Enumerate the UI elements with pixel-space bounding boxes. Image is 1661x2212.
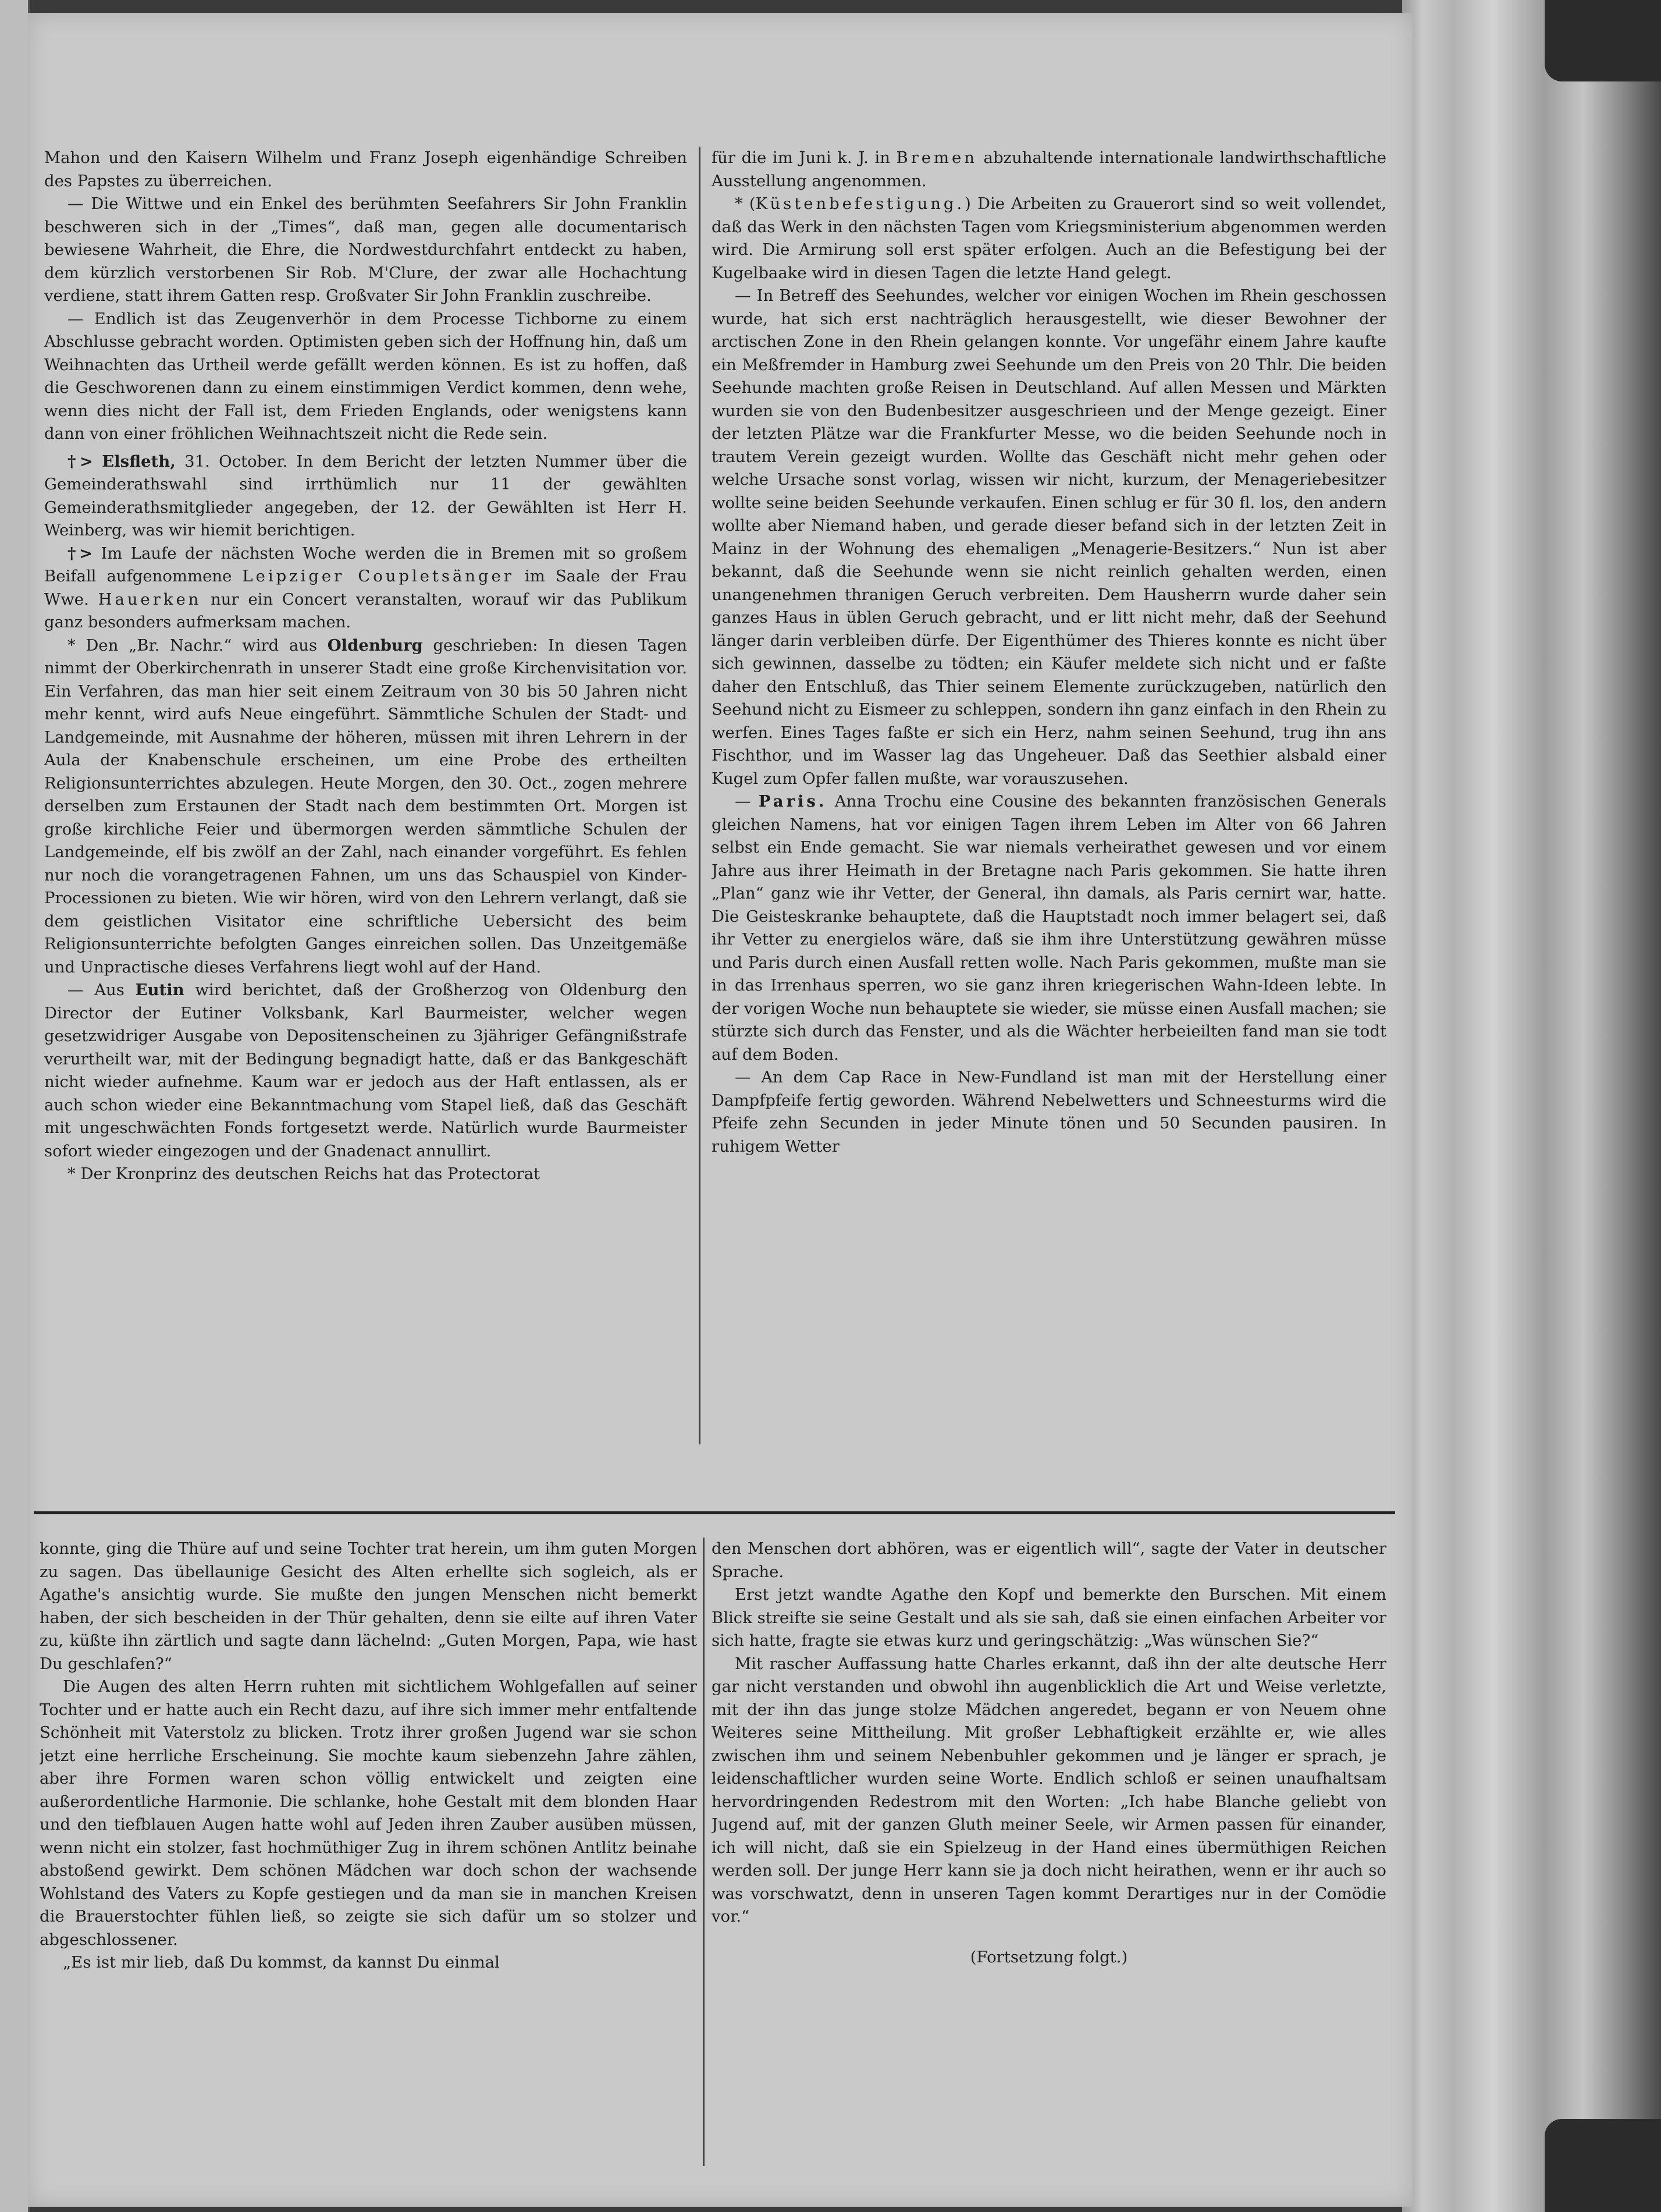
news-text: nur ein Concert veranstalten, worauf wir das Publikum ganz besonders aufmerksam machen.	[44, 590, 687, 631]
news-text: geschrieben: In diesen Tagen nimmt der Oberkirchenrath in unserer Stadt eine große Kirchenvisitation vor. Ein Verfahren, das man hier seit einem Zeitraum von 30 bis 50 Jahren nicht mehr kennt, wird aufs Neue eingeführt. Sämmtliche Schulen der Stadt- und Landgemeinde, mit Ausnahme der höheren, müssen mit ihren Lehrern in der Aula der Knabenschule erscheinen, um eine Probe des ertheilten Religionsunterrichtes abzulegen. Heute Morgen, den 30. Oct., zogen mehrere derselben zum Erstaunen der Stadt nach dem bestimmten Ort. Morgen ist große kirchliche Feier und übermorgen werden sämmtliche Schulen der Landgemeinde, elf bis zwölf an der Zahl, nach einander vorgeführt. Es fehlen nur noch die vorangetragenen Fahnen, um uns das Schauspiel von Kinder-Processionen zu bieten. Wie wir hören, wird von den Lehrern verlangt, daß sie dem geistlichen Visitator eine schriftliche Uebersicht des beim Religionsunterrichte befolgten Ganges einreichen sollen. Das Unzeitgemäße und Unpractische dieses Verfahrens liegt wohl auf der Hand.	[44, 635, 687, 977]
place-name: Elsfleth,	[102, 452, 176, 471]
news-paragraph: — An dem Cap Race in New-Fundland ist man mit der Herstellung einer Dampfpfeife fertig geworden. Während Nebelwetters und Schneesturms wird die Pfeife zehn Secunden in jeder Minute tönen und 50 Secunden pausiren. In ruhigem Wetter	[712, 1068, 1386, 1156]
binding-corner-top	[1545, 0, 1661, 81]
spaced-text: Küstenbefestigung.	[755, 194, 965, 213]
news-item-paris	[712, 790, 1386, 1066]
story-paragraph: „Es ist mir lieb, daß Du kommst, da kannst Du einmal	[63, 1953, 500, 1972]
story-paragraph: Mit rascher Auffassung hatte Charles erkannt, daß ihn der alte deutsche Herr gar nicht verstanden und obwohl ihn augenblicklich die Art und Weise verletzte, mit der ihn das junge stolze Mädchen angeredet, begann er von Neuem ohne Weiteres seine Mittheilung. Mit großer Lebhaftigkeit erzählte er, wie alles zwischen ihm und seinem Nebenbuhler gekommen und je länger er sprach, je leidenschaftlicher wurden seine Worte. Endlich schloß er seinen unaufhaltsam hervordringenden Redestrom mit den Worten: „Ich habe Blanche geliebt von Jugend auf, mit der ganzen Gluth meiner Seele, wir Armen passen für einander, ich will nicht, daß sie ein Spielzeug in der Hand eines übermüthigen Reichen werden soll. Der junge Herr kann sie ja doch nicht heirathen, wenn er ihr auch so was vorschwatzt, denn in unseren Tagen kommt Derartiges nur in der Comödie vor.“	[712, 1654, 1386, 1926]
story-paragraph: Erst jetzt wandte Agathe den Kopf und bemerkte den Burschen. Mit einem Blick streifte sie seine Gestalt und als sie sah, daß sie einen einfachen Arbeiter vor sich hatte, fragte sie etwas kurz und geringschätzig: „Was wünschen Sie?“	[712, 1585, 1386, 1650]
news-text: * (	[735, 194, 756, 213]
news-paragraph: Mahon und den Kaisern Wilhelm und Franz Joseph eigenhändige Schreiben des Papstes zu überreichen.	[44, 148, 687, 190]
newspaper-page	[28, 13, 1413, 2207]
news-text: wird berichtet, daß der Großherzog von Oldenburg den Director der Eutiner Volksbank, Karl Baurmeister, welcher wegen gesetzwidriger Ausgabe von Depositenscheinen zu 3jähriger Gefängnißstrafe verurtheilt war, mit der Bedingung begnadigt hatte, daß er das Bankgeschäft nicht wieder aufnehme. Kaum war er jedoch aus der Haft entlassen, als er auch schon wieder eine Bekanntmachung vom Stapel ließ, daß das Geschäft mit ungeschwächten Fonds fortgesetzt werde. Natürlich wurde Baurmeister sofort wieder eingezogen und der Gnadenact annullirt.	[44, 981, 687, 1160]
news-text: Anna Trochu eine Cousine des bekannten französischen Generals gleichen Namens, hat vor einigen Tagen ihrem Leben im Alter von 66 Jahren selbst ein Ende gemacht. Sie war niemals verheirathet gewesen und vor einem Jahre aus ihrer Heimath in der Bretagne nach Paris gekommen. Sie hatte ihren „Plan“ ganz wie ihr Vetter, der General, ihn damals, als Paris cernirt war, hatte. Die Geisteskranke behauptete, daß die Hauptstadt noch immer belagert sei, daß ihr Vetter zu energielos wäre, daß sie ihm ihre Unterstützung gewähren müsse und Paris durch einen Ausfall retten wolle. Nach Paris gekommen, mußte man sie in das Irrenhaus sperren, wo sie ganz ihren kriegerischen Wahn-Ideen lebte. In der vorigen Woche nun behauptete sie wieder, sie müsse einen Ausfall machen; sie stürzte sich durch das Fenster, und als die Wächter herbeieilten fand man sie todt auf dem Boden.	[712, 792, 1386, 1064]
news-text: — Aus	[67, 981, 136, 999]
news-item-bremen	[712, 147, 1386, 193]
news-text: * Den „Br. Nachr.“ wird aus	[67, 635, 328, 655]
story-paragraph: konnte, ging die Thüre auf und seine Tochter trat herein, um ihm guten Morgen zu sagen. Das übellaunige Gesicht des Alten erhellte sich sogleich, als er Agathe's ansichtig wurde. Sie mußte den jungen Menschen nicht bemerkt haben, der sich bescheiden in der Thür gehalten, denn sie eilte auf ihren Vater zu, küßte ihn zärtlich und sagte dann lächelnd: „Guten Morgen, Papa, wie hast Du geschlafen?“	[40, 1539, 697, 1673]
news-paragraph: — Endlich ist das Zeugenverhör in dem Processe Tichborne zu einem Abschlusse gebracht worden. Optimisten geben sich der Hoffnung hin, daß um Weihnachten das Urtheil werde gefällt werden können. Es ist zu hoffen, daß die Geschworenen dann zu einem einstimmigen Verdict kommen, denn wehe, wenn dies nicht der Fall ist, dem Frieden Englands, oder wenigstens kann dann von einer fröhlichen Weihnachtszeit nicht die Rede sein.	[44, 309, 687, 443]
news-column-left	[44, 147, 687, 1444]
feuilleton-divider	[34, 1511, 1395, 1514]
place-name: Eutin	[135, 981, 184, 999]
feuilleton-column-right	[712, 1538, 1386, 2166]
spaced-text: Bremen	[896, 148, 977, 167]
place-name: Paris.	[758, 792, 827, 811]
news-text: ) Die Arbeiten zu Grauerort sind so weit vollendet, daß das Werk in den nächsten Tagen vom Kriegsministerium abgenommen werden wird. Die Armirung soll erst später erfolgen. Auch an die Befestigung bei der Kugelbaake wird in diesen Tagen die letzte Hand gelegt.	[712, 194, 1386, 282]
news-column-right	[712, 147, 1386, 1444]
news-paragraph: — In Betreff des Seehundes, welcher vor einigen Wochen im Rhein geschossen wurde, hat sich erst nachträglich herausgestellt, wie dieser Bewohner der arctischen Zone in den Rhein gelangen konnte. Vor ungefähr einem Jahre kaufte ein Meßfremder in Hamburg zwei Seehunde um den Preis von 20 Thlr. Die beiden Seehunde machten große Reisen in Deutschland. Auf allen Messen und Märkten wurden sie von den Budenbesitzer ausgeschrieen und der Menge gezeigt. Einer der letzten Plätze war die Frankfurter Messe, wo die beiden Seehunde noch in trautem Verein gezeigt wurden. Wollte das Geschäft nicht mehr gehen oder welche Ursache sonst vorlag, wissen wir nicht, kurzum, der Menageriebesitzer wollte seine beiden Seehunde verkaufen. Einen schlug er für 30 fl. los, den andern wollte aber Niemand haben, und gerade dieser befand sich in der letzten Zeit in Mainz in der Wohnung des ehemaligen „Menagerie-Besitzers.“ Nun ist aber bekannt, daß die Seehunde wenn sie nicht reinlich gehalten werden, einen unangenehmen thranigen Geruch verbreiten. Dem Hausherrn wurde daher sein ganzes Haus in üblen Geruch gebracht, und er litt nicht mehr, daß der Seehund länger darin verbleiben dürfe. Der Eigenthümer des Thieres konnte es nicht über sich gewinnen, dasselbe zu tödten; ein Käufer meldete sich nicht und er faßte daher den Entschluß, das Thier seinem Elemente zurückzugeben, natürlich den Seehund nicht zu Eismeer zu schleppen, sondern ihn ganz einfach in den Rhein zu werfen. Eines Tages faßte er sich ein Herz, nahm seinen Seehund, trug ihn ans Fischthor, und im Wasser lag das Ungeheuer. Daß das Seethier alsbald einer Kugel zum Opfer fallen mußte, war vorauszusehen.	[712, 286, 1386, 788]
binding-corner-bottom	[1545, 2119, 1661, 2212]
spaced-text: Leipziger Coupletsänger	[242, 567, 514, 585]
story-paragraph: den Menschen dort abhören, was er eigentlich will“, sagte der Vater in deutscher Sprache.	[712, 1539, 1386, 1581]
news-text: 31. October. In dem Bericht der letzten Nummer über die Gemeinderathswahl sind irrthümlich nur 11 der gewählten Gemeinderathsmitglieder angegeben, der 12. der Gewählten ist Herr H. Weinberg, was wir hiemit berichtigen.	[44, 452, 687, 539]
news-text: Im Laufe der nächsten Woche werden die in Bremen mit so großem Beifall aufgenommene	[44, 544, 687, 585]
news-item-kuestenbefestigung	[712, 193, 1386, 285]
news-text: für die im Juni k. J. in	[712, 148, 897, 167]
news-text: —	[735, 792, 759, 811]
news-item-oldenburg	[44, 634, 687, 979]
news-item-elsfleth	[44, 450, 687, 542]
news-text: im Saale der Frau Wwe.	[44, 567, 687, 609]
news-item-eutin	[44, 979, 687, 1163]
place-name: Oldenburg	[327, 635, 423, 655]
column-divider	[703, 1538, 705, 2166]
news-paragraph: — Die Wittwe und ein Enkel des berühmten Seefahrers Sir John Franklin beschweren sich in der „Times“, daß man, gegen alle documentarisch bewiesene Wahrheit, die Ehre, die Nordwestdurchfahrt entdeckt zu haben, dem kürzlich verstorbenen Sir Rob. M'Clure, der zwar alle Hochachtung verdiene, statt ihrem Gatten resp. Großvater Sir John Franklin zuschreibe.	[44, 194, 687, 305]
news-item-concert	[44, 542, 687, 634]
news-text: abzuhaltende internationale landwirthschaftliche Ausstellung angenommen.	[712, 148, 1386, 190]
spaced-text: Hauerken	[98, 590, 202, 609]
story-paragraph: Die Augen des alten Herrn ruhten mit sichtlichem Wohlgefallen auf seiner Tochter und er hatte auch ein Recht dazu, auf ihre sich immer mehr entfaltende Schönheit mit Vaterstolz zu blicken. Trotz ihrer großen Jugend war sie schon jetzt eine herrliche Erscheinung. Sie mochte kaum siebenzehn Jahre zählen, aber ihre Formen waren schon völlig entwickelt und zeigten eine außerordentliche Harmonie. Die schlanke, hohe Gestalt mit dem blonden Haar und den tiefblauen Augen hatte wohl auf Jeden ihren Zauber ausüben müssen, wenn nicht ein stolzer, fast hochmüthiger Zug in ihrem schönen Antlitz beinahe abstoßend gewirkt. Dem schönen Mädchen war doch schon der wachsende Wohlstand des Vaters zu Kopfe gestiegen und da man sie in manchen Kreisen die Brauerstochter fühlen ließ, so zeigte sie sich dafür um so stolzer und abgeschlossener.	[40, 1677, 697, 1949]
dagger-mark: †>	[67, 452, 93, 471]
feuilleton-column-left	[40, 1538, 697, 2166]
facing-page-edge	[0, 0, 30, 2212]
column-divider	[699, 147, 700, 1444]
dagger-mark: †>	[67, 544, 93, 563]
continued-note: (Fortsetzung folgt.)	[970, 1947, 1128, 1966]
book-binding-edge	[1402, 0, 1661, 2212]
news-paragraph: * Der Kronprinz des deutschen Reichs hat das Protectorat	[67, 1164, 540, 1183]
